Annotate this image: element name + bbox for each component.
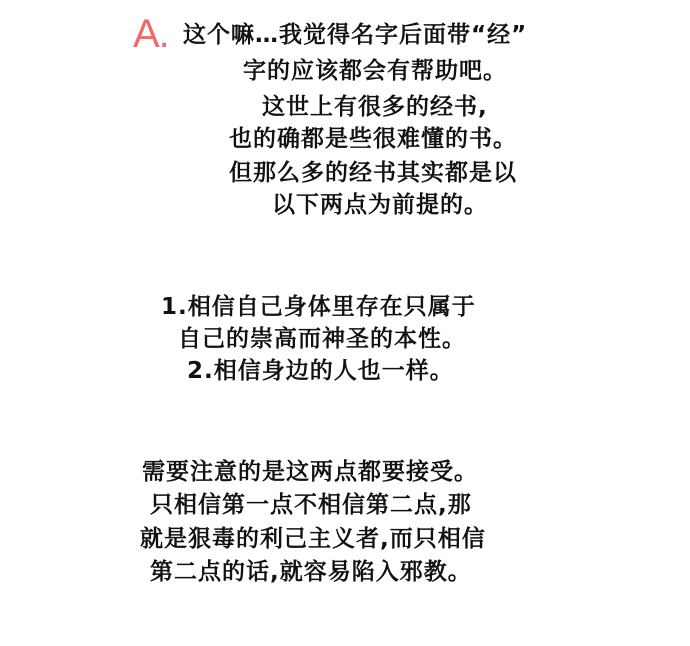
note-line-4: 第二点的话,就容易陷入邪教。 [150, 559, 472, 585]
note-line-3: 就是狠毒的利己主义者,而只相信 [140, 526, 486, 552]
note-line-2: 只相信第一点不相信第二点,那 [150, 492, 472, 518]
answer-line-2: 字的应该都会有帮助吧。 [243, 58, 507, 84]
note-line-1: 需要注意的是这两点都要接受。 [142, 459, 478, 485]
points-line-3: 2.相信身边的人也一样。 [187, 358, 454, 384]
answer-line-1: 这个嘛…我觉得名字后面带“经” [183, 22, 528, 48]
answer-line-3: 这世上有很多的经书, [262, 94, 488, 120]
points-line-2: 自己的崇高而神圣的本性。 [178, 326, 466, 352]
answer-line-4: 也的确都是些很难懂的书。 [229, 126, 517, 152]
answer-line-5: 但那么多的经书其实都是以 [229, 160, 517, 186]
answer-marker: A. [133, 12, 169, 56]
answer-line-6: 以下两点为前提的。 [272, 192, 488, 218]
points-line-1: 1.相信自己身体里存在只属于 [161, 294, 476, 320]
